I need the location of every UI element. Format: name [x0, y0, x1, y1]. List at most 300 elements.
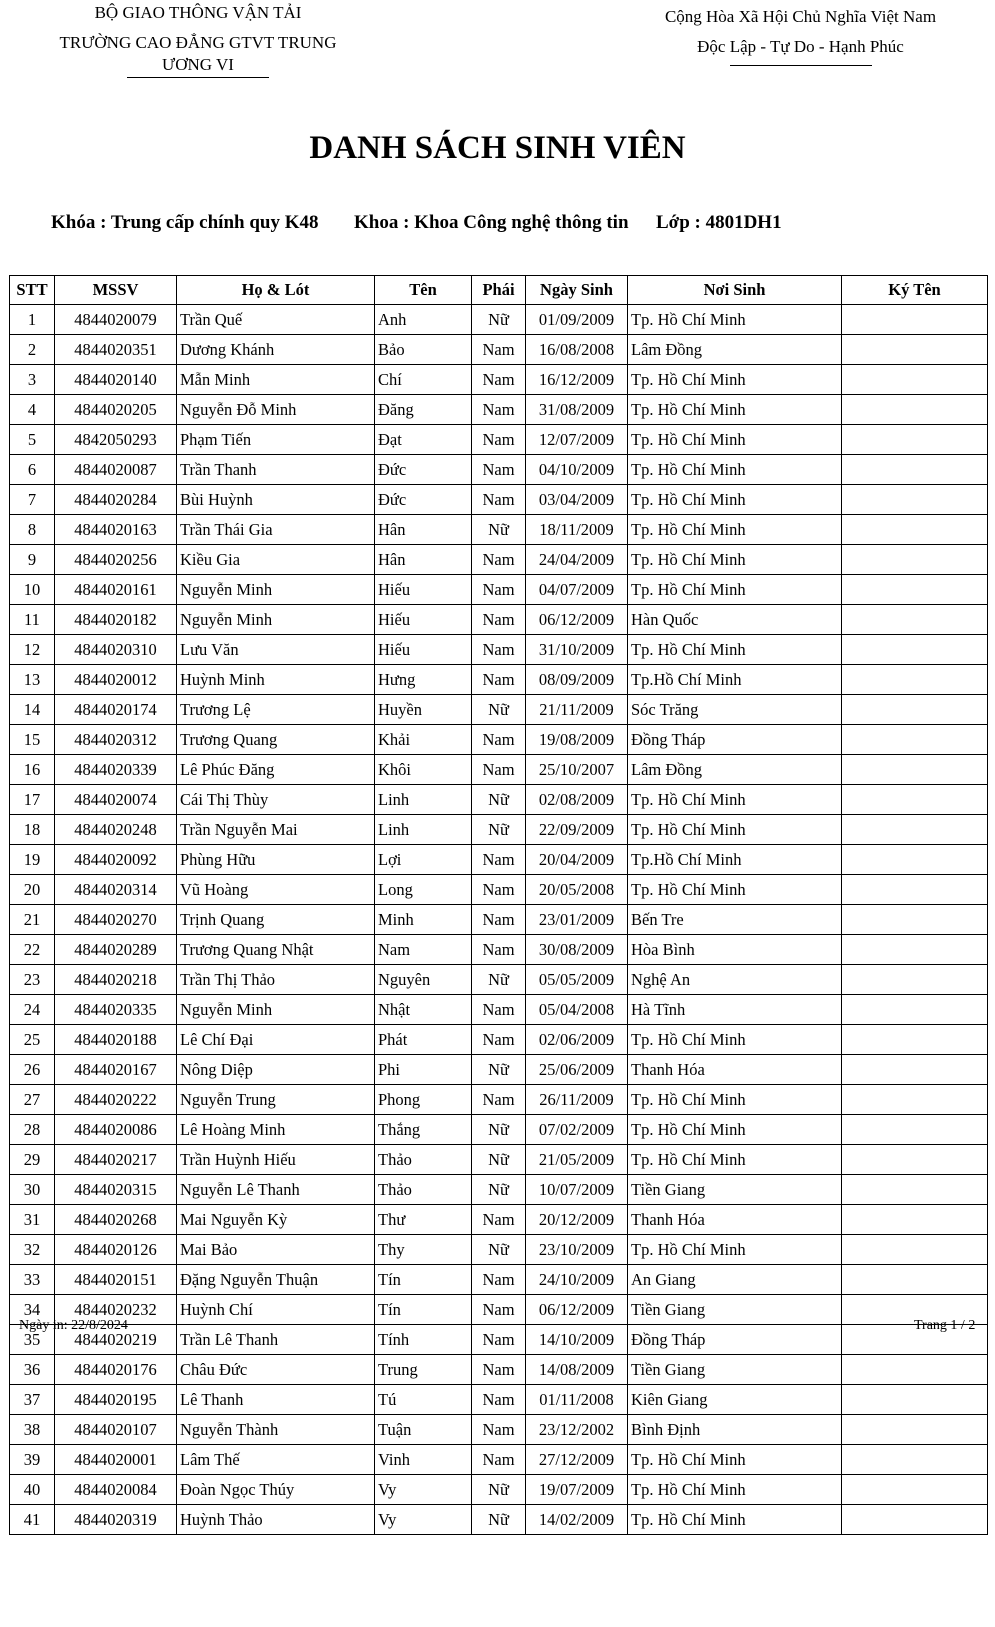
cell-stt: 7: [10, 485, 55, 515]
cell-noi-sinh: Tp. Hồ Chí Minh: [628, 425, 842, 455]
cell-mssv: 4844020182: [55, 605, 177, 635]
cell-noi-sinh: Tp. Hồ Chí Minh: [628, 1505, 842, 1535]
cell-noi-sinh: Tiền Giang: [628, 1175, 842, 1205]
student-roster-table: [9, 275, 988, 1535]
cell-ky-ten: [842, 395, 988, 425]
cell-ho-lot: Đoàn Ngọc Thúy: [177, 1475, 375, 1505]
table-row: [10, 1475, 988, 1505]
cell-stt: 25: [10, 1025, 55, 1055]
cell-phai: Nam: [472, 1265, 526, 1295]
table-row: [10, 575, 988, 605]
cell-mssv: 4844020351: [55, 335, 177, 365]
cell-ngay-sinh: 01/11/2008: [526, 1385, 628, 1415]
table-row: [10, 1505, 988, 1535]
cell-noi-sinh: An Giang: [628, 1265, 842, 1295]
cell-ten: Tuận: [375, 1415, 472, 1445]
cell-ky-ten: [842, 905, 988, 935]
cell-ho-lot: Lê Phúc Đăng: [177, 755, 375, 785]
cell-ngay-sinh: 25/10/2007: [526, 755, 628, 785]
cell-ten: Vy: [375, 1475, 472, 1505]
cell-noi-sinh: Bình Định: [628, 1415, 842, 1445]
cell-ho-lot: Trần Thái Gia: [177, 515, 375, 545]
cell-phai: Nam: [472, 935, 526, 965]
cell-ho-lot: Trương Quang: [177, 725, 375, 755]
cell-phai: Nam: [472, 725, 526, 755]
cell-noi-sinh: Nghệ An: [628, 965, 842, 995]
cell-noi-sinh: Tp. Hồ Chí Minh: [628, 545, 842, 575]
cell-ky-ten: [842, 1475, 988, 1505]
cell-phai: Nữ: [472, 1235, 526, 1265]
cell-ky-ten: [842, 665, 988, 695]
cell-ho-lot: Huỳnh Thảo: [177, 1505, 375, 1535]
cell-ngay-sinh: 27/12/2009: [526, 1445, 628, 1475]
cell-mssv: 4844020284: [55, 485, 177, 515]
cell-noi-sinh: Tp.Hồ Chí Minh: [628, 665, 842, 695]
cell-stt: 33: [10, 1265, 55, 1295]
cell-mssv: 4844020314: [55, 875, 177, 905]
cell-ho-lot: Kiều Gia: [177, 545, 375, 575]
table-row: [10, 485, 988, 515]
table-row: [10, 1415, 988, 1445]
cell-noi-sinh: Kiên Giang: [628, 1385, 842, 1415]
cell-phai: Nam: [472, 1205, 526, 1235]
cell-stt: 4: [10, 395, 55, 425]
cell-ho-lot: Lê Hoàng Minh: [177, 1115, 375, 1145]
cell-ho-lot: Nguyễn Minh: [177, 605, 375, 635]
cell-ngay-sinh: 20/12/2009: [526, 1205, 628, 1235]
cell-noi-sinh: Lâm Đồng: [628, 755, 842, 785]
table-row: [10, 635, 988, 665]
cell-ho-lot: Nguyễn Minh: [177, 575, 375, 605]
cell-noi-sinh: Tp. Hồ Chí Minh: [628, 575, 842, 605]
cell-ho-lot: Bùi Huỳnh: [177, 485, 375, 515]
cell-ky-ten: [842, 1445, 988, 1475]
cell-noi-sinh: Tp. Hồ Chí Minh: [628, 1145, 842, 1175]
cell-ho-lot: Mai Bảo: [177, 1235, 375, 1265]
cell-noi-sinh: Tp. Hồ Chí Minh: [628, 815, 842, 845]
cell-ky-ten: [842, 1265, 988, 1295]
cell-noi-sinh: Sóc Trăng: [628, 695, 842, 725]
cell-phai: Nữ: [472, 305, 526, 335]
cell-stt: 9: [10, 545, 55, 575]
cell-noi-sinh: Đồng Tháp: [628, 1325, 842, 1355]
cell-ngay-sinh: 05/04/2008: [526, 995, 628, 1025]
table-row: [10, 1205, 988, 1235]
cell-stt: 20: [10, 875, 55, 905]
cell-phai: Nữ: [472, 1475, 526, 1505]
cell-ho-lot: Lê Chí Đại: [177, 1025, 375, 1055]
cell-ky-ten: [842, 335, 988, 365]
cell-noi-sinh: Tp. Hồ Chí Minh: [628, 635, 842, 665]
cell-stt: 8: [10, 515, 55, 545]
table-row: [10, 365, 988, 395]
cell-ngay-sinh: 21/05/2009: [526, 1145, 628, 1175]
cell-phai: Nam: [472, 605, 526, 635]
cell-noi-sinh: Tp. Hồ Chí Minh: [628, 1115, 842, 1145]
motto-underline: [730, 65, 872, 66]
cell-mssv: 4844020126: [55, 1235, 177, 1265]
cell-ky-ten: [842, 605, 988, 635]
cell-noi-sinh: Tp. Hồ Chí Minh: [628, 515, 842, 545]
page-number: Trang 1 / 2: [914, 1318, 976, 1333]
cell-ten: Long: [375, 875, 472, 905]
table-row: [10, 785, 988, 815]
cell-ngay-sinh: 03/04/2009: [526, 485, 628, 515]
cell-stt: 31: [10, 1205, 55, 1235]
table-row: [10, 995, 988, 1025]
column-header: Họ & Lót: [177, 276, 375, 305]
cell-phai: Nam: [472, 1085, 526, 1115]
cell-stt: 40: [10, 1475, 55, 1505]
cell-ngay-sinh: 14/02/2009: [526, 1505, 628, 1535]
cell-mssv: 4844020222: [55, 1085, 177, 1115]
cell-phai: Nam: [472, 395, 526, 425]
cell-phai: Nam: [472, 635, 526, 665]
cell-phai: Nam: [472, 1385, 526, 1415]
cell-ky-ten: [842, 815, 988, 845]
course-info: Khóa : Trung cấp chính quy K48: [51, 212, 319, 233]
cell-noi-sinh: Tp. Hồ Chí Minh: [628, 1475, 842, 1505]
cell-ho-lot: Phạm Tiến: [177, 425, 375, 455]
cell-ky-ten: [842, 1355, 988, 1385]
cell-stt: 21: [10, 905, 55, 935]
cell-ngay-sinh: 02/08/2009: [526, 785, 628, 815]
cell-ky-ten: [842, 695, 988, 725]
cell-stt: 16: [10, 755, 55, 785]
cell-ky-ten: [842, 1385, 988, 1415]
table-row: [10, 1235, 988, 1265]
cell-stt: 1: [10, 305, 55, 335]
cell-ky-ten: [842, 425, 988, 455]
cell-phai: Nữ: [472, 785, 526, 815]
cell-mssv: 4844020256: [55, 545, 177, 575]
table-row: [10, 305, 988, 335]
cell-stt: 12: [10, 635, 55, 665]
cell-phai: Nam: [472, 365, 526, 395]
cell-ho-lot: Lưu Văn: [177, 635, 375, 665]
cell-ky-ten: [842, 785, 988, 815]
table-row: [10, 545, 988, 575]
cell-stt: 19: [10, 845, 55, 875]
cell-ho-lot: Trần Nguyễn Mai: [177, 815, 375, 845]
cell-phai: Nam: [472, 1415, 526, 1445]
cell-ky-ten: [842, 725, 988, 755]
cell-ngay-sinh: 04/10/2009: [526, 455, 628, 485]
cell-ho-lot: Nguyễn Minh: [177, 995, 375, 1025]
cell-ngay-sinh: 19/07/2009: [526, 1475, 628, 1505]
cell-ho-lot: Nguyễn Lê Thanh: [177, 1175, 375, 1205]
cell-phai: Nữ: [472, 1145, 526, 1175]
cell-ten: Phát: [375, 1025, 472, 1055]
table-row: [10, 875, 988, 905]
table-row: [10, 1385, 988, 1415]
cell-ten: Hân: [375, 545, 472, 575]
cell-phai: Nữ: [472, 1115, 526, 1145]
ministry-name: BỘ GIAO THÔNG VẬN TẢI: [94, 3, 302, 22]
cell-ten: Phi: [375, 1055, 472, 1085]
cell-noi-sinh: Hòa Bình: [628, 935, 842, 965]
cell-ky-ten: [842, 545, 988, 575]
cell-ngay-sinh: 16/12/2009: [526, 365, 628, 395]
cell-ho-lot: Nông Diệp: [177, 1055, 375, 1085]
table-row: [10, 1325, 988, 1355]
cell-noi-sinh: Tp. Hồ Chí Minh: [628, 875, 842, 905]
cell-mssv: 4844020268: [55, 1205, 177, 1235]
cell-phai: Nam: [472, 875, 526, 905]
column-header: Nơi Sinh: [628, 276, 842, 305]
cell-phai: Nữ: [472, 515, 526, 545]
cell-phai: Nam: [472, 575, 526, 605]
cell-ten: Minh: [375, 905, 472, 935]
cell-mssv: 4844020174: [55, 695, 177, 725]
cell-ngay-sinh: 23/01/2009: [526, 905, 628, 935]
column-header: Ngày Sinh: [526, 276, 628, 305]
cell-phai: Nam: [472, 425, 526, 455]
cell-ten: Đức: [375, 485, 472, 515]
cell-noi-sinh: Hà Tĩnh: [628, 995, 842, 1025]
cell-ho-lot: Huỳnh Minh: [177, 665, 375, 695]
cell-stt: 34: [10, 1295, 55, 1325]
cell-ngay-sinh: 20/05/2008: [526, 875, 628, 905]
cell-phai: Nam: [472, 1025, 526, 1055]
cell-phai: Nam: [472, 1325, 526, 1355]
cell-ngay-sinh: 22/09/2009: [526, 815, 628, 845]
cell-ngay-sinh: 18/11/2009: [526, 515, 628, 545]
school-name-line2: ƯƠNG VI: [162, 55, 234, 74]
table-row: [10, 845, 988, 875]
table-header-row: [10, 276, 988, 305]
cell-ky-ten: [842, 1415, 988, 1445]
cell-mssv: 4844020079: [55, 305, 177, 335]
cell-ho-lot: Nguyễn Trung: [177, 1085, 375, 1115]
cell-phai: Nam: [472, 335, 526, 365]
table-row: [10, 1115, 988, 1145]
cell-mssv: 4844020176: [55, 1355, 177, 1385]
cell-ten: Nam: [375, 935, 472, 965]
national-heading: [628, 2, 973, 66]
cell-ho-lot: Đặng Nguyễn Thuận: [177, 1265, 375, 1295]
table-row: [10, 1445, 988, 1475]
cell-ngay-sinh: 23/10/2009: [526, 1235, 628, 1265]
cell-ky-ten: [842, 1235, 988, 1265]
cell-ho-lot: Lâm Thế: [177, 1445, 375, 1475]
cell-ky-ten: [842, 485, 988, 515]
cell-ky-ten: [842, 365, 988, 395]
cell-ho-lot: Mai Nguyễn Kỳ: [177, 1205, 375, 1235]
cell-ky-ten: [842, 1205, 988, 1235]
cell-mssv: 4844020087: [55, 455, 177, 485]
issuer-block: [28, 2, 368, 78]
cell-ten: Hưng: [375, 665, 472, 695]
cell-phai: Nam: [472, 455, 526, 485]
cell-mssv: 4844020140: [55, 365, 177, 395]
table-row: [10, 905, 988, 935]
cell-ky-ten: [842, 1025, 988, 1055]
cell-ho-lot: Dương Khánh: [177, 335, 375, 365]
cell-ten: Tín: [375, 1265, 472, 1295]
cell-ten: Đức: [375, 455, 472, 485]
table-row: [10, 815, 988, 845]
cell-ky-ten: [842, 575, 988, 605]
cell-ho-lot: Phùng Hữu: [177, 845, 375, 875]
table-row: [10, 395, 988, 425]
faculty-info: Khoa : Khoa Công nghệ thông tin: [354, 212, 629, 233]
cell-mssv: 4844020219: [55, 1325, 177, 1355]
cell-ngay-sinh: 02/06/2009: [526, 1025, 628, 1055]
cell-stt: 35: [10, 1325, 55, 1355]
cell-ten: Phong: [375, 1085, 472, 1115]
cell-ky-ten: [842, 1115, 988, 1145]
cell-ngay-sinh: 08/09/2009: [526, 665, 628, 695]
cell-mssv: 4844020167: [55, 1055, 177, 1085]
cell-noi-sinh: Tiền Giang: [628, 1295, 842, 1325]
table-row: [10, 605, 988, 635]
column-header: Phái: [472, 276, 526, 305]
cell-ten: Hiếu: [375, 605, 472, 635]
cell-stt: 14: [10, 695, 55, 725]
cell-stt: 38: [10, 1415, 55, 1445]
cell-mssv: 4844020232: [55, 1295, 177, 1325]
cell-ten: Nguyên: [375, 965, 472, 995]
cell-ky-ten: [842, 965, 988, 995]
table-row: [10, 1175, 988, 1205]
cell-ky-ten: [842, 1085, 988, 1115]
cell-noi-sinh: Tp. Hồ Chí Minh: [628, 1445, 842, 1475]
cell-phai: Nam: [472, 1295, 526, 1325]
cell-noi-sinh: Tp. Hồ Chí Minh: [628, 305, 842, 335]
cell-ngay-sinh: 16/08/2008: [526, 335, 628, 365]
cell-noi-sinh: Tiền Giang: [628, 1355, 842, 1385]
cell-ky-ten: [842, 1055, 988, 1085]
cell-ho-lot: Trần Quế: [177, 305, 375, 335]
cell-phai: Nam: [472, 905, 526, 935]
cell-mssv: 4844020086: [55, 1115, 177, 1145]
cell-mssv: 4844020195: [55, 1385, 177, 1415]
cell-stt: 32: [10, 1235, 55, 1265]
cell-phai: Nữ: [472, 695, 526, 725]
cell-ngay-sinh: 07/02/2009: [526, 1115, 628, 1145]
cell-stt: 13: [10, 665, 55, 695]
cell-ngay-sinh: 24/10/2009: [526, 1265, 628, 1295]
cell-mssv: 4844020315: [55, 1175, 177, 1205]
cell-ngay-sinh: 19/08/2009: [526, 725, 628, 755]
table-row: [10, 425, 988, 455]
cell-ho-lot: Trương Lệ: [177, 695, 375, 725]
cell-noi-sinh: Thanh Hóa: [628, 1205, 842, 1235]
cell-ten: Trung: [375, 1355, 472, 1385]
cell-stt: 15: [10, 725, 55, 755]
cell-ho-lot: Nguyễn Đỗ Minh: [177, 395, 375, 425]
cell-ho-lot: Trần Thị Thảo: [177, 965, 375, 995]
class-info: Lớp : 4801DH1: [656, 212, 782, 233]
cell-ky-ten: [842, 305, 988, 335]
cell-ngay-sinh: 05/05/2009: [526, 965, 628, 995]
cell-ten: Vinh: [375, 1445, 472, 1475]
cell-ky-ten: [842, 1505, 988, 1535]
cell-stt: 10: [10, 575, 55, 605]
cell-ten: Vy: [375, 1505, 472, 1535]
cell-noi-sinh: Hàn Quốc: [628, 605, 842, 635]
cell-mssv: 4844020092: [55, 845, 177, 875]
cell-ten: Thảo: [375, 1145, 472, 1175]
cell-ngay-sinh: 20/04/2009: [526, 845, 628, 875]
cell-noi-sinh: Tp. Hồ Chí Minh: [628, 1025, 842, 1055]
cell-phai: Nữ: [472, 1505, 526, 1535]
cell-ho-lot: Châu Đức: [177, 1355, 375, 1385]
cell-stt: 17: [10, 785, 55, 815]
cell-ngay-sinh: 12/07/2009: [526, 425, 628, 455]
cell-ngay-sinh: 06/12/2009: [526, 1295, 628, 1325]
cell-mssv: 4844020151: [55, 1265, 177, 1295]
cell-ten: Tín: [375, 1295, 472, 1325]
cell-ten: Chí: [375, 365, 472, 395]
cell-phai: Nam: [472, 995, 526, 1025]
cell-ten: Đăng: [375, 395, 472, 425]
cell-ngay-sinh: 26/11/2009: [526, 1085, 628, 1115]
cell-ten: Thảo: [375, 1175, 472, 1205]
cell-phai: Nam: [472, 485, 526, 515]
issuer-underline: [127, 77, 269, 78]
table-row: [10, 1055, 988, 1085]
cell-stt: 18: [10, 815, 55, 845]
cell-noi-sinh: Bến Tre: [628, 905, 842, 935]
cell-ky-ten: [842, 995, 988, 1025]
cell-ho-lot: Trần Lê Thanh: [177, 1325, 375, 1355]
cell-mssv: 4842050293: [55, 425, 177, 455]
table-row: [10, 455, 988, 485]
cell-noi-sinh: Tp. Hồ Chí Minh: [628, 365, 842, 395]
cell-stt: 29: [10, 1145, 55, 1175]
cell-noi-sinh: Tp. Hồ Chí Minh: [628, 785, 842, 815]
national-motto: Độc Lập - Tự Do - Hạnh Phúc: [697, 37, 904, 56]
cell-stt: 24: [10, 995, 55, 1025]
cell-ten: Thắng: [375, 1115, 472, 1145]
cell-ngay-sinh: 04/07/2009: [526, 575, 628, 605]
cell-ngay-sinh: 14/10/2009: [526, 1325, 628, 1355]
cell-ten: Thư: [375, 1205, 472, 1235]
cell-noi-sinh: Tp. Hồ Chí Minh: [628, 1085, 842, 1115]
cell-mssv: 4844020312: [55, 725, 177, 755]
cell-ten: Hiếu: [375, 635, 472, 665]
table-row: [10, 335, 988, 365]
cell-noi-sinh: Lâm Đồng: [628, 335, 842, 365]
table-row: [10, 935, 988, 965]
cell-ngay-sinh: 14/08/2009: [526, 1355, 628, 1385]
cell-phai: Nam: [472, 665, 526, 695]
cell-mssv: 4844020335: [55, 995, 177, 1025]
table-row: [10, 965, 988, 995]
cell-ky-ten: [842, 635, 988, 665]
cell-phai: Nam: [472, 545, 526, 575]
cell-noi-sinh: Tp.Hồ Chí Minh: [628, 845, 842, 875]
column-header: STT: [10, 276, 55, 305]
cell-mssv: 4844020205: [55, 395, 177, 425]
table-row: [10, 1265, 988, 1295]
cell-mssv: 4844020161: [55, 575, 177, 605]
cell-stt: 6: [10, 455, 55, 485]
cell-ky-ten: [842, 755, 988, 785]
cell-noi-sinh: Tp. Hồ Chí Minh: [628, 455, 842, 485]
cell-stt: 23: [10, 965, 55, 995]
cell-stt: 2: [10, 335, 55, 365]
cell-phai: Nam: [472, 755, 526, 785]
country-name: Cộng Hòa Xã Hội Chủ Nghĩa Việt Nam: [664, 7, 937, 26]
column-header: MSSV: [55, 276, 177, 305]
table-row: [10, 1085, 988, 1115]
cell-ky-ten: [842, 1175, 988, 1205]
cell-stt: 37: [10, 1385, 55, 1415]
cell-stt: 28: [10, 1115, 55, 1145]
